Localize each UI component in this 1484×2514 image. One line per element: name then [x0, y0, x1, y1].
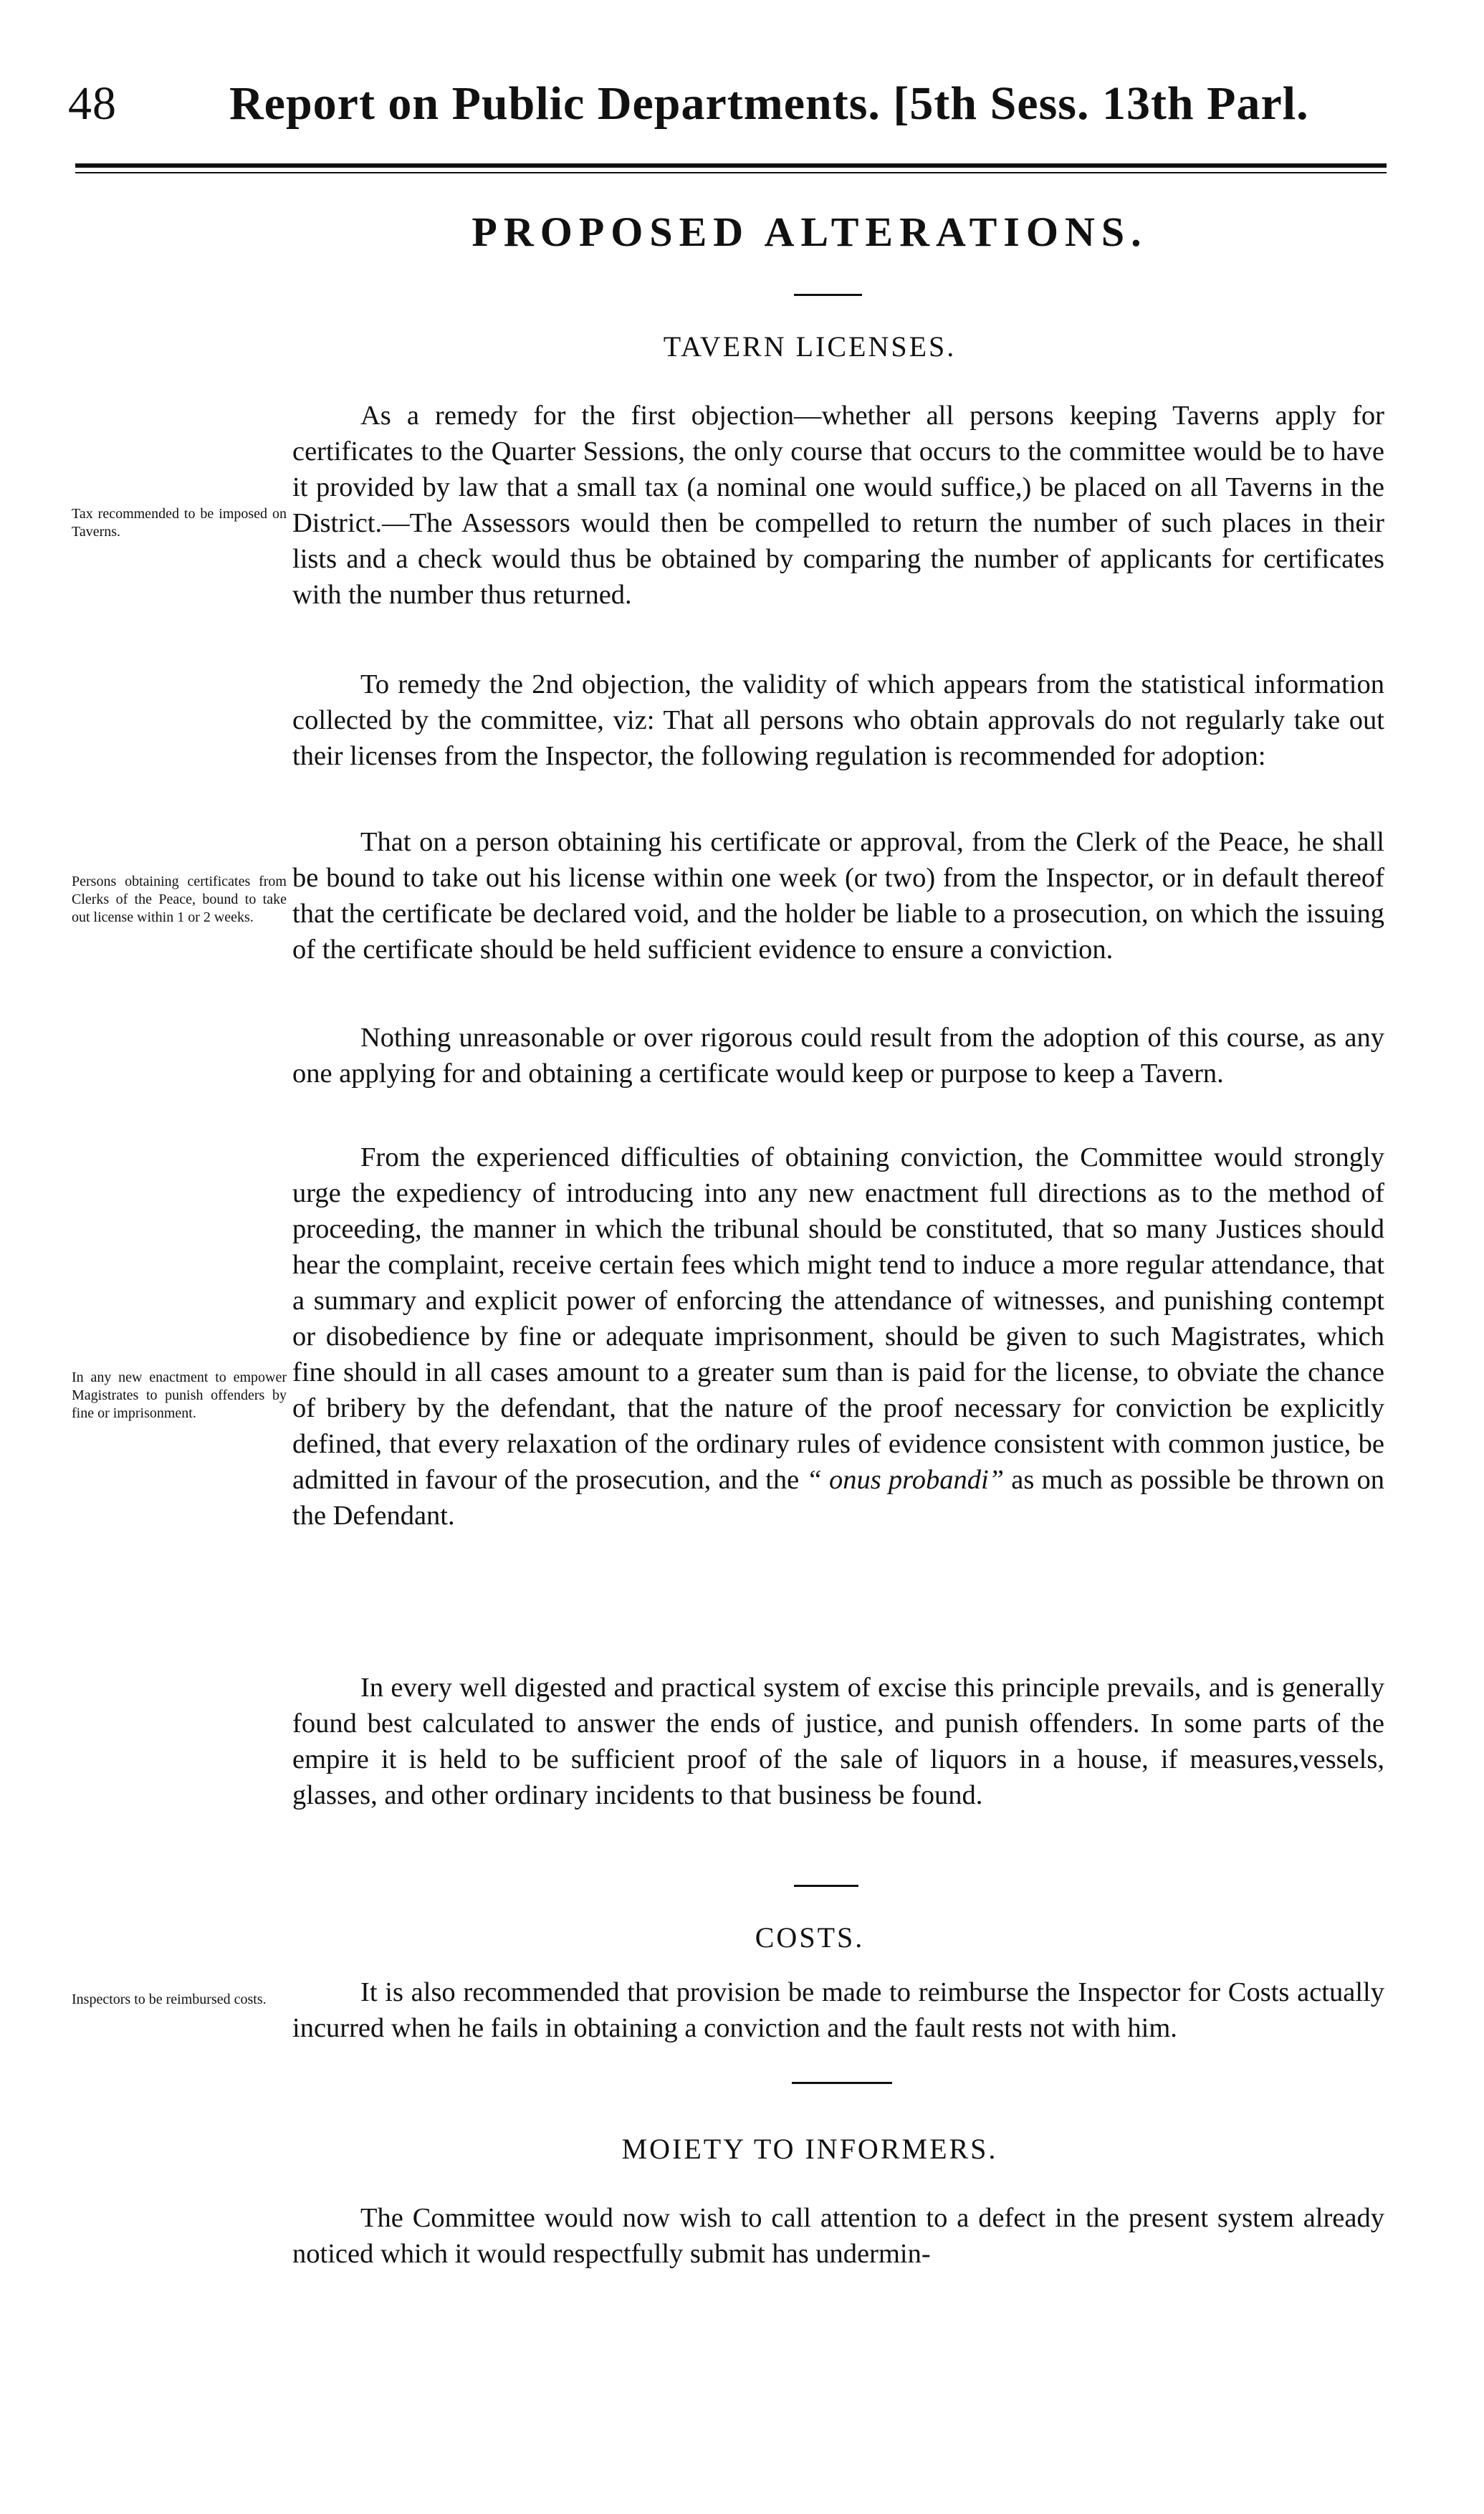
heading-costs: COSTS. [755, 1921, 865, 1954]
header-title: Report on Public Departments. [5th Sess. 13th Parl. [229, 77, 1309, 130]
heading-tavern-licenses: TAVERN LICENSES. [663, 330, 957, 363]
paragraph-moiety: The Committee would now wish to call attention to a defect in the present system already noticed which it would respectfully submit has undermin- [292, 2203, 1384, 2269]
paragraph-tax-remedy: As a remedy for the first objection—whether all persons keeping Taverns apply for certificates to the Quarter Sessions, the only course that occurs to the committee would be to have it provided by law that a small tax (a nominal one would suffice,) be placed on all Taverns in the District.—The Assessors would then be compelled to return the number of such places in their lists and a check would thus be obtained by comparing the number of applicants for certificates with the number thus returned. [292, 401, 1384, 610]
paragraph-certificate-rule: That on a person obtaining his certificate or approval, from the Clerk of the Peace, he shall be bound to take out his license within one week (or two) from the Inspector, or in default thereof that the certificate be declared void, and the holder be liable to a prosecution, on which the issuing of the certificate should be held sufficient evidence to ensure a conviction. [292, 827, 1384, 965]
margin-note-magistrates: In any new enactment to empower Magistrates to punish offenders by fine or imprisonment. [72, 1370, 287, 1421]
heading-moiety-to-informers: MOIETY TO INFORMERS. [621, 2133, 998, 2165]
paragraph-excise-principle: In every well digested and practical system of excise this principle prevails, and is generally found best calculated to answer the ends of justice, and punish offenders. In some parts of the empire it is held to be sufficient proof of the sale of liquors in a house, if measures,vessels, glasses, and other ordinary incidents to that business be found. [292, 1673, 1384, 1810]
paragraph-nothing-unreasonable: Nothing unreasonable or over rigorous could result from the adoption of this course, as any one applying for and obtaining a certificate would keep or purpose to keep a Tavern. [292, 1023, 1384, 1089]
margin-note-certificates: Persons obtaining certificates from Clerks of the Peace, bound to take out license within 1 or 2 weeks. [72, 874, 287, 925]
title-divider [794, 294, 862, 296]
divider-costs [794, 1885, 858, 1887]
margin-note-tax: Tax recommended to be imposed on Taverns. [72, 506, 287, 540]
header-rule-thick [75, 163, 1387, 168]
paragraph-costs: It is also recommended that provision be made to reimburse the Inspector for Costs actually incurred when he fails in obtaining a conviction and the fault rests not with him. [292, 1977, 1384, 2043]
paragraph-conviction-end: as much as possible be thrown on the Defendant. [292, 1465, 1384, 1531]
divider-moiety [792, 2082, 892, 2084]
paragraph-conviction-text: From the experienced difficulties of obtaining conviction, the Committee would strongly urge the expediency of introducing into any new enactment full directions as to the method of proceeding, the manner in which the tribunal should be constituted, that so many Justices should hear the complaint, receive certain fees which might tend to induce a more regular attendance, that a summary and explicit power of enforcing the attendance of witnesses, and punishing contempt or disobedience by fine or adequate imprisonment, should be given to such Magistrates, which fine should in all cases amount to a greater sum than is paid for the license, to obviate the chance of bribery by the defendant, that the nature of the proof necessary for conviction be explicitly defined, that every relaxation of the ordinary rules of evidence consistent with common justice, be admitted in favour of the prosecution, and the [292, 1142, 1384, 1495]
page-title: PROPOSED ALTERATIONS. [471, 209, 1148, 255]
page-number: 48 [68, 77, 117, 130]
paragraph-second-objection: To remedy the 2nd objection, the validity of which appears from the statistical information collected by the committee, viz: That all persons who obtain approvals do not regularly take out their licenses from the Inspector, the following regulation is recommended for adoption: [292, 669, 1384, 771]
margin-note-inspectors: Inspectors to be reimbursed costs. [72, 1992, 267, 2007]
header-rule-thin [75, 172, 1387, 173]
running-header [68, 72, 1394, 136]
onus-probandi-phrase: “ onus probandi” [806, 1465, 1005, 1495]
paragraph-conviction-difficulties [292, 1139, 1384, 1534]
